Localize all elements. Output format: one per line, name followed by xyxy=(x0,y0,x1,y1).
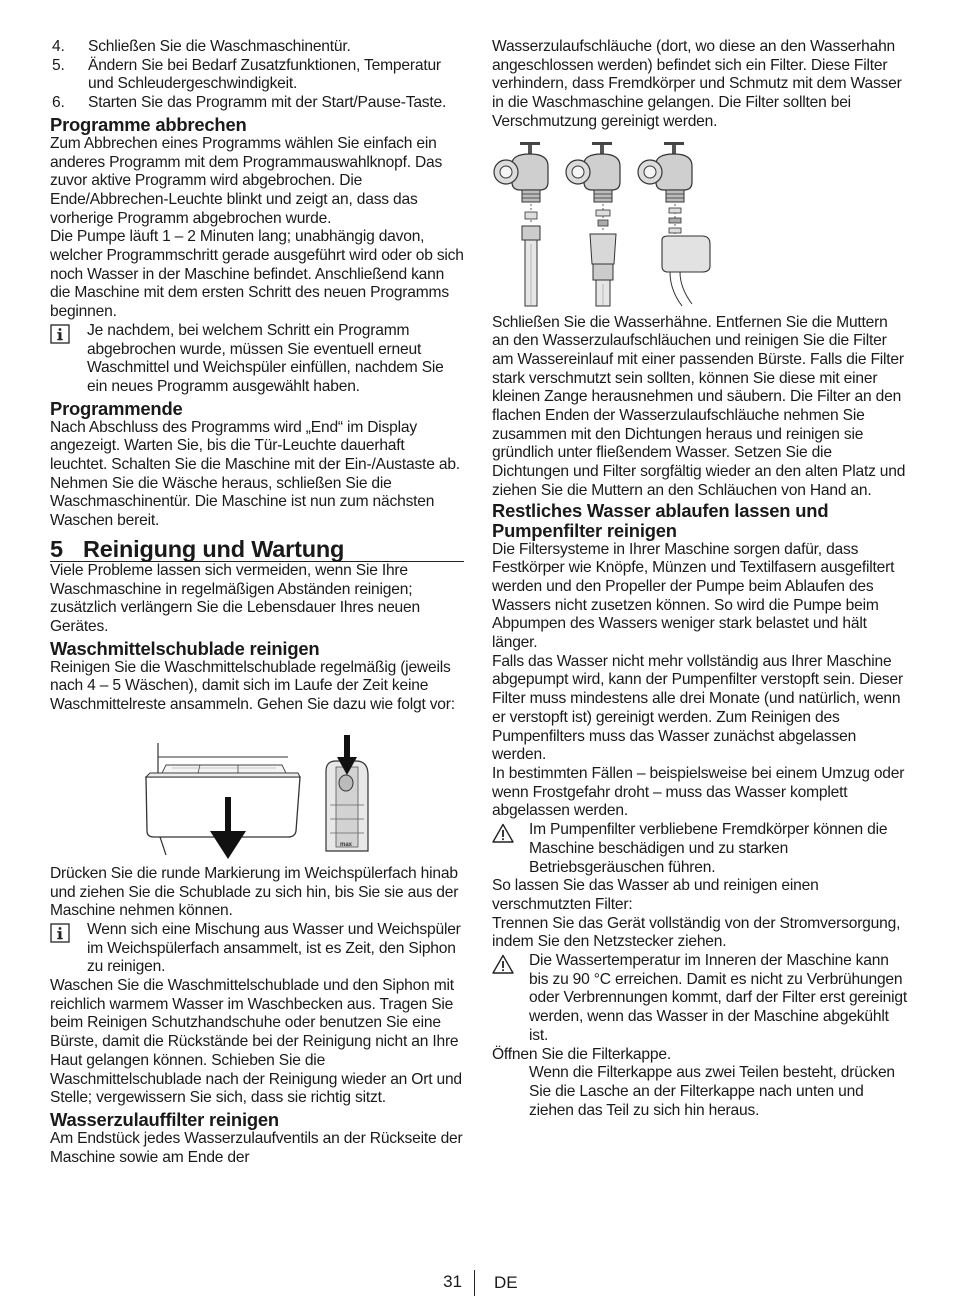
info-icon xyxy=(50,921,87,977)
language-code: DE xyxy=(494,1273,518,1292)
drawer-illustration xyxy=(50,735,464,859)
paragraph: Wenn die Filterkappe aus zwei Teilen besteht, drücken Sie die Lasche an der Filterkappe nach unten und ziehen das Teil zu sich hin heraus. xyxy=(529,1064,895,1119)
warning-note: Im Pumpenfilter verbliebene Fremdkörper können die Maschine beschädigen und zu starken Betriebsgeräuschen führen. xyxy=(492,821,908,877)
list-item: 5. Ändern Sie bei Bedarf Zusatzfunktionen, Temperatur und Schleudergeschwindigkeit. xyxy=(52,56,441,93)
paragraph: Schließen Sie die Wasserhähne. Entfernen Sie die Muttern an den Wasserzulaufschläuchen und reinigen Sie die Filter am Wassereinlauf mit einer passenden Bürste. Falls die Filter stark verschmutzt sein sollten, können Sie diese mit einer kleinen Zange herausnehmen und säubern. Die Filter an den flachen Enden der Wasserzulaufschläuche nehmen Sie zusammen mit den Dichtungen heraus und reinigen sie gründlich unter fließendem Wasser. Setzen Sie die Dichtungen und Filter sorgfältig wieder an den alten Platz und ziehen Sie die Muttern an den Schläuchen von Hand an. xyxy=(492,313,906,499)
heading-programmende: Programmende xyxy=(50,397,183,419)
heading-wasserzulauffilter: Wasserzulauffilter reinigen xyxy=(50,1108,279,1130)
paragraph: Drücken Sie die runde Markierung im Weichspülerfach hinab und ziehen Sie die Schublade zu sich hin, bis Sie sie aus der Maschine nehmen können. xyxy=(50,864,459,920)
left-column xyxy=(50,38,464,1167)
paragraph: Viele Probleme lassen sich vermeiden, wenn Sie Ihre Waschmaschine in regelmäßigen Abständen reinigen; zusätzlich verlängern Sie die Lebensdauer Ihres neuen Gerätes. xyxy=(50,561,420,635)
list-item: 6. Starten Sie das Programm mit der Start/Pause-Taste. xyxy=(52,94,447,112)
heading-programme-abbrechen: Programme abbrechen xyxy=(50,113,247,135)
paragraph: In bestimmten Fällen – beispielsweise bei einem Umzug oder wenn Frostgefahr droht – muss das Wasser komplett abgelassen werden. xyxy=(492,764,905,820)
paragraph: Wasserzulaufschläuche (dort, wo diese an den Wasserhahn angeschlossen werden) befindet sich ein Filter. Diese Filter verhindern, dass Fremdkörper und Schmutz mit dem Wasser in die Waschmaschine gelangen. Die Filter sollten bei Verschmutzung gereinigt werden. xyxy=(492,38,902,130)
page-number: 31 xyxy=(443,1272,462,1291)
paragraph: Die Filtersysteme in Ihrer Maschine sorgen dafür, dass Festkörper wie Knöpfe, Münzen und Textilfasern ausgefiltert werden und den Propeller der Pumpe beim Ablaufen des Wassers nicht zusetzen können. So wird die Pumpe beim Abpumpen des Wassers weniger stark belastet und hält länger. xyxy=(492,540,895,652)
right-column xyxy=(492,38,908,1120)
paragraph: Zum Abbrechen eines Programms wählen Sie einfach ein anderes Programm mit dem Programmauswahlknopf. Das zuvor aktive Programm wird abgebrochen. Die Ende/Abbrechen-Leuchte blinkt und zeigt an, dass das vorherige Programm abgebrochen wurde. xyxy=(50,134,443,227)
warning-icon xyxy=(492,821,529,877)
paragraph: So lassen Sie das Wasser ab und reinigen einen verschmutzten Filter: xyxy=(492,877,819,913)
steps-list xyxy=(50,38,464,113)
paragraph: Waschen Sie die Waschmittelschublade und den Siphon mit reichlich warmem Wasser im Waschbecken aus. Tragen Sie beim Reinigen Schutzhandschuhe oder benutzen Sie eine Bürste, damit die Rückstände bei der Reinigung nicht an Ihre Haut gelangen können. Schieben Sie die Waschmittelschublade nach der Reinigung wieder an Ort und Stelle; vergewissern Sie sich, dass sie richtig sitzt. xyxy=(50,977,462,1107)
warning-icon xyxy=(492,952,529,1046)
paragraph: Die Pumpe läuft 1 – 2 Minuten lang; unabhängig davon, welcher Programmschritt gerade ausgeführt wird oder ob sich noch Wasser in der Maschine befindet. Anschließend kann die Maschine mit dem ersten Schritt des neuen Programms beginnen. xyxy=(50,228,464,321)
paragraph: Öffnen Sie die Filterkappe. xyxy=(492,1045,671,1063)
heading-pumpenfilter: Restliches Wasser ablaufen lassen und Pumpenfilter reinigen xyxy=(492,499,829,541)
paragraph: Reinigen Sie die Waschmittelschublade regelmäßig (jeweils nach 4 – 5 Wäschen), damit sich im Laufe der Zeit keine Waschmittelreste ansammeln. Gehen Sie dazu wie folgt vor: xyxy=(50,658,455,714)
list-item: 4. Schließen Sie die Waschmaschinentür. xyxy=(52,38,351,55)
info-icon xyxy=(50,322,87,397)
warning-note: Die Wassertemperatur im Inneren der Maschine kann bis zu 90 °C erreichen. Damit es nicht zu Verbrühungen oder Verbrennungen kommt, darf der Filter erst gereinigt werden, wenn das Wasser in der Maschine abgekühlt ist. xyxy=(492,952,908,1046)
info-note: Wenn sich eine Mischung aus Wasser und Weichspüler im Weichspülerfach ansammelt, ist es Zeit, den Siphon zu reinigen. xyxy=(50,921,464,977)
paragraph: Am Endstück jedes Wasserzulaufventils an der Rückseite der Maschine sowie am Ende der xyxy=(50,1129,463,1166)
paragraph: Falls das Wasser nicht mehr vollständig aus Ihrer Maschine abgepumpt wird, kann der Pumpenfilter verstopft sein. Dieser Filter muss mindestens alle drei Monate (und natürlich, wenn er verstopft ist) gereinigt werden. Zum Reinigen des Pumpenfilters muss das Wasser zunächst abgelassen werden. xyxy=(492,652,903,764)
footer-divider xyxy=(474,1270,475,1296)
heading-waschmittelschublade: Waschmittelschublade reinigen xyxy=(50,637,320,659)
siphon-max-label: max xyxy=(340,841,353,848)
paragraph: Trennen Sie das Gerät vollständig von der Stromversorgung, indem Sie den Netzstecker ziehen. xyxy=(492,914,901,951)
page-footer xyxy=(0,1272,954,1296)
paragraph: Nach Abschluss des Programms wird „End“ im Display angezeigt. Warten Sie, bis die Tür-Leuchte dauerhaft leuchtet. Schalten Sie die Maschine mit der Ein-/Austaste ab. Nehmen Sie die Wäsche heraus, schließen Sie die Waschmaschinentür. Die Maschine ist nun zum nächsten Waschen bereit. xyxy=(50,418,460,530)
info-note: Je nachdem, bei welchem Schritt ein Programm abgebrochen wurde, müssen Sie eventuell erneut Waschmittel und Weichspüler einfüllen, nachdem Sie ein neues Programm ausgewählt haben. xyxy=(50,322,464,397)
water-inlet-filter-illustration xyxy=(492,140,908,308)
chapter-heading: 5 Reinigung und Wartung xyxy=(50,537,464,562)
